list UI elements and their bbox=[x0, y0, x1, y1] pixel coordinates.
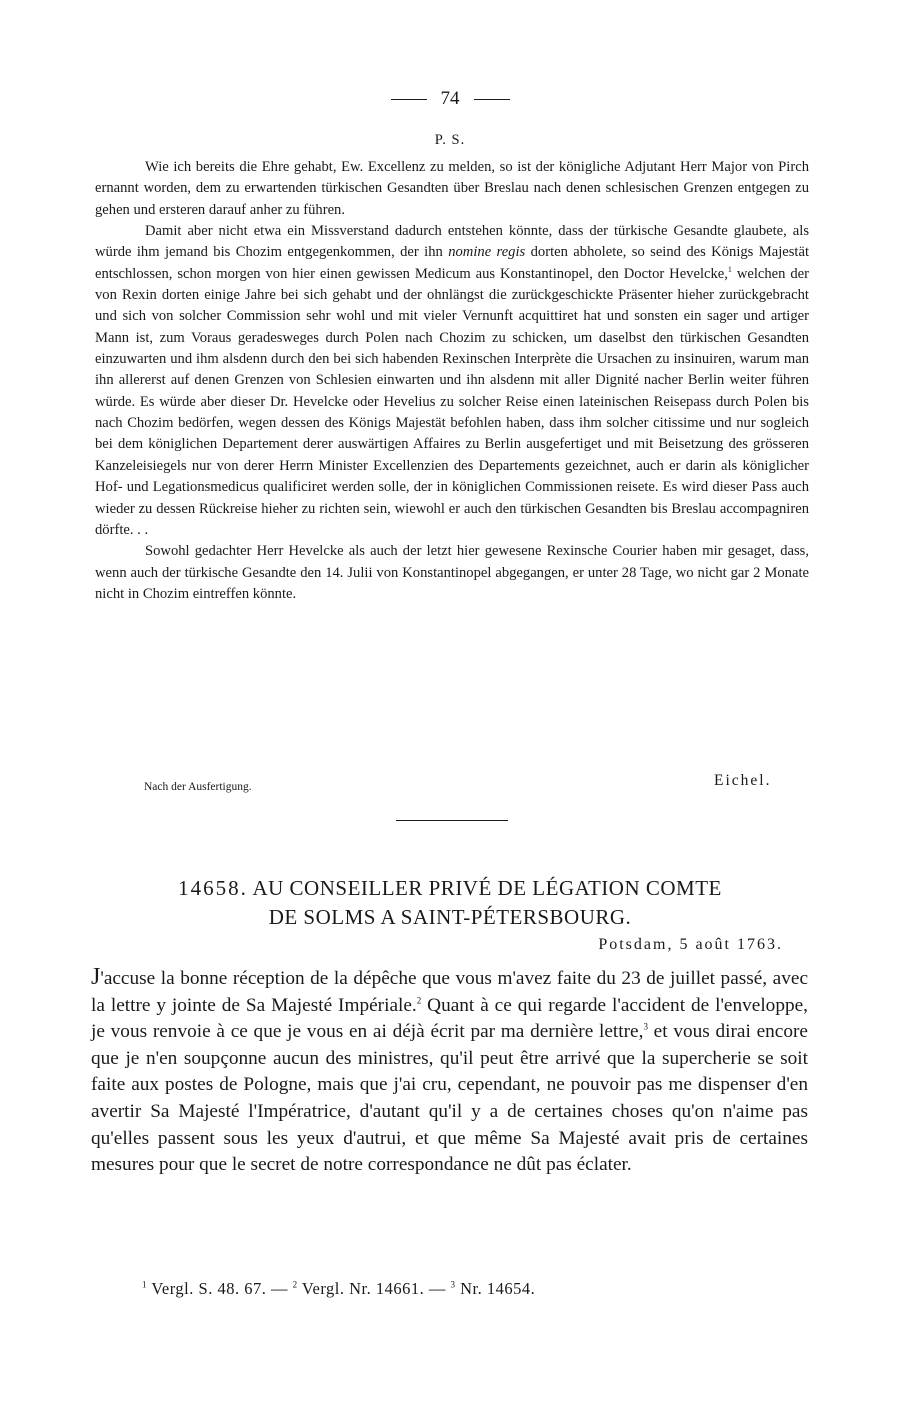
heading-line-1 bbox=[0, 874, 900, 903]
heading-text-1: AU CONSEILLER PRIVÉ DE LÉGATION COMTE bbox=[252, 876, 722, 900]
footnote-1-marker: 1 bbox=[142, 1279, 147, 1290]
source-note: Nach der Ausfertigung. bbox=[144, 781, 252, 793]
section-divider bbox=[396, 820, 508, 821]
page-number-dash-right bbox=[474, 99, 510, 100]
postscript-letter bbox=[95, 157, 809, 605]
footnote-1-text: Vergl. S. 48. 67. — bbox=[147, 1279, 293, 1298]
footnote-marker-1: 1 bbox=[727, 264, 732, 274]
letter-p2-text-a: Damit aber nicht etwa ein Missverstand dadurch entstehen könnte, dass der türkische Gesandte glaubete, als würde ihm jemand bis Chozim entgegenkommen, der ihn bbox=[95, 223, 809, 261]
footnote-marker-3: 3 bbox=[643, 1021, 648, 1032]
italic-phrase: nomine regis bbox=[448, 244, 526, 261]
letter-p2-text-c: welchen der von Rexin dorten einige Jahre bei sich gehabt und der ohnlängst die zurückgeschickte Präsenter hieher zurückgebracht und sich von solcher Commission sehr wohl und mit vieler Vernunft acquittiret hat und sonsten ein sager und artiger Mann ist, zum Voraus geradesweges durch Polen nach Chozim zu schicken, um daselbst den türkischen Gesandten einzuwarten und ihm alsdenn durch den bei sich habenden Rexinschen Interprète die Ursachen zu insinuiren, warum man ihn allererst auf denen Grenzen von Schlesien einwarten und ihn alsdenn mit aller Dignité nacher Berlin weiter führen würde. Es würde aber dieser Dr. Hevelcke oder Hevelius zu solcher Reise einen lateinischen Reisepass durch Polen bis nach Chozim bedörfen, wegen dessen des Königs Majestät befohlen haben, dass ihm solcher citissime und nur sogleich bei dem königlichen Departement derer auswärtigen Affaires zu Berlin ausgefertiget und mit Beisetzung des grösseren Kanzeleisiegels nur von derer Herrn Minister Excellenzien des Departements gezeichnet, auch er darin als königlicher Hof- und Legationsmedicus qualificiret werden solle, der in königlichen Commissionen reisete. Es wird dieser Pass auch wieder zu dessen Rückreise hieher zu richten sein, wiewohl er auch den türkischen Gesandten bis Breslau accompagniren dörfte. . . bbox=[95, 265, 809, 538]
french-paragraph bbox=[91, 964, 808, 1179]
french-letter bbox=[91, 964, 808, 1179]
french-text-c: et vous dirai encore que je n'en soupçonne aucun des ministres, qu'il peut être arrivé que la supercherie se soit faite aux postes de Pologne, mais que j'ai cru, cependant, ne pouvoir pas me dispenser d'en avertir Sa Majesté l'Impératrice, d'autant qu'il y a de certaines choses qu'on n'aime pas qu'elles passent sous les yeux d'autrui, et que même Sa Majesté avait pris de certaines mesures pour que le secret de notre correspondance ne dût pas éclater. bbox=[91, 1021, 808, 1176]
page-number-line bbox=[0, 88, 900, 110]
drop-initial: J bbox=[91, 964, 101, 990]
footnotes bbox=[142, 1279, 535, 1299]
letter-paragraph-1: Wie ich bereits die Ehre gehabt, Ew. Excellenz zu melden, so ist der königliche Adjutant Herr Major von Pirch ernannt worden, dem zu erwartenden türkischen Gesandten über Breslau nach denen schlesischen Grenzen entgegen zu gehen und ersteren darauf anher zu führen. bbox=[95, 159, 809, 218]
french-text-a: 'accuse la bonne réception de la dépêche que vous m'avez faite du 23 de juillet passé, avec la lettre y jointe de Sa Majesté Impériale. bbox=[91, 968, 808, 1016]
dateline: Potsdam, 5 août 1763. bbox=[598, 936, 783, 953]
footnote-marker-2: 2 bbox=[416, 995, 422, 1006]
footnote-2-text: Vergl. Nr. 14661. — bbox=[297, 1279, 451, 1298]
french-text-b: Quant à ce qui regarde l'accident de l'enveloppe, je vous renvoie à ce que je vous en ai déjà écrit par ma dernière lettre, bbox=[91, 994, 808, 1043]
heading-line-2: DE SOLMS A SAINT-PÉTERSBOURG. bbox=[268, 905, 632, 929]
page-number-dash-left bbox=[391, 99, 427, 100]
letter-paragraph-2 bbox=[95, 221, 809, 541]
footnote-3-marker: 3 bbox=[450, 1279, 456, 1290]
page-number: 74 bbox=[440, 88, 460, 109]
footnote-2-marker: 2 bbox=[292, 1279, 298, 1290]
document-number: 14658. bbox=[178, 876, 248, 900]
document-heading bbox=[0, 874, 900, 932]
signature: Eichel. bbox=[714, 772, 772, 789]
footnote-3-text: Nr. 14654. bbox=[455, 1279, 536, 1298]
letter-p2-text-b: dorten abholete, so seind des Königs Majestät entschlossen, schon morgen von hier einen gewissen Medicum aus Konstantinopel, den Doctor Hevelcke, bbox=[95, 244, 809, 282]
ps-heading: P. S. bbox=[434, 132, 466, 148]
letter-paragraph-3: Sowohl gedachter Herr Hevelcke als auch der letzt hier gewesene Rexinsche Courier haben mir gesaget, dass, wenn auch der türkische Gesandte den 14. Julii von Konstantinopel abgegangen, er unter 28 Tage, wo nicht gar 2 Monate nicht in Chozim eintreffen könnte. bbox=[95, 543, 809, 602]
